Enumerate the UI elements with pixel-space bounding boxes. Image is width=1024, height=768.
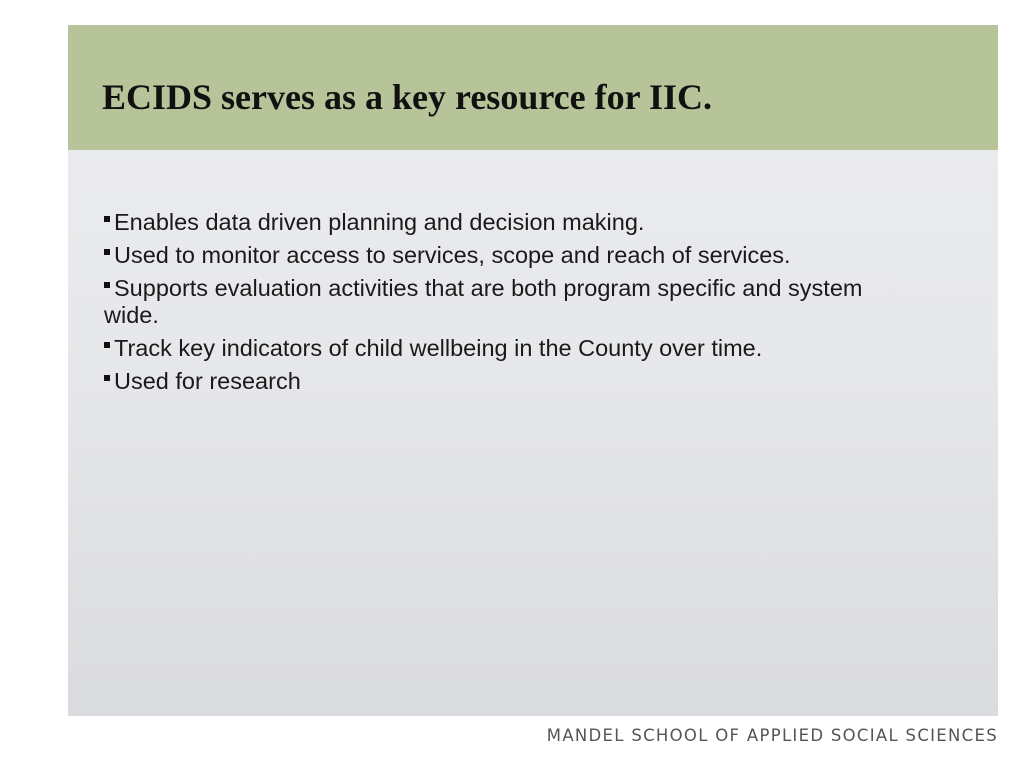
square-bullet-icon bbox=[104, 216, 110, 222]
bullet-text: Enables data driven planning and decision making. bbox=[114, 209, 645, 235]
square-bullet-icon bbox=[104, 282, 110, 288]
square-bullet-icon bbox=[104, 249, 110, 255]
slide-content-area bbox=[68, 150, 998, 716]
bullet-item bbox=[104, 368, 884, 395]
bullet-text: Used to monitor access to services, scope and reach of services. bbox=[114, 242, 791, 268]
bullet-item bbox=[104, 209, 884, 236]
slide-title-bar bbox=[68, 25, 998, 150]
bullet-text: Supports evaluation activities that are both program specific and system wide. bbox=[104, 275, 863, 328]
square-bullet-icon bbox=[104, 342, 110, 348]
square-bullet-icon bbox=[104, 375, 110, 381]
school-logo-text: MANDEL SCHOOL OF APPLIED SOCIAL SCIENCES bbox=[546, 726, 998, 745]
slide-title: ECIDS serves as a key resource for IIC. bbox=[102, 77, 712, 117]
bullet-list bbox=[104, 209, 884, 401]
bullet-item bbox=[104, 275, 884, 329]
bullet-item bbox=[104, 335, 884, 362]
bullet-text: Used for research bbox=[114, 368, 301, 394]
bullet-text: Track key indicators of child wellbeing in the County over time. bbox=[114, 335, 763, 361]
bullet-item bbox=[104, 242, 884, 269]
